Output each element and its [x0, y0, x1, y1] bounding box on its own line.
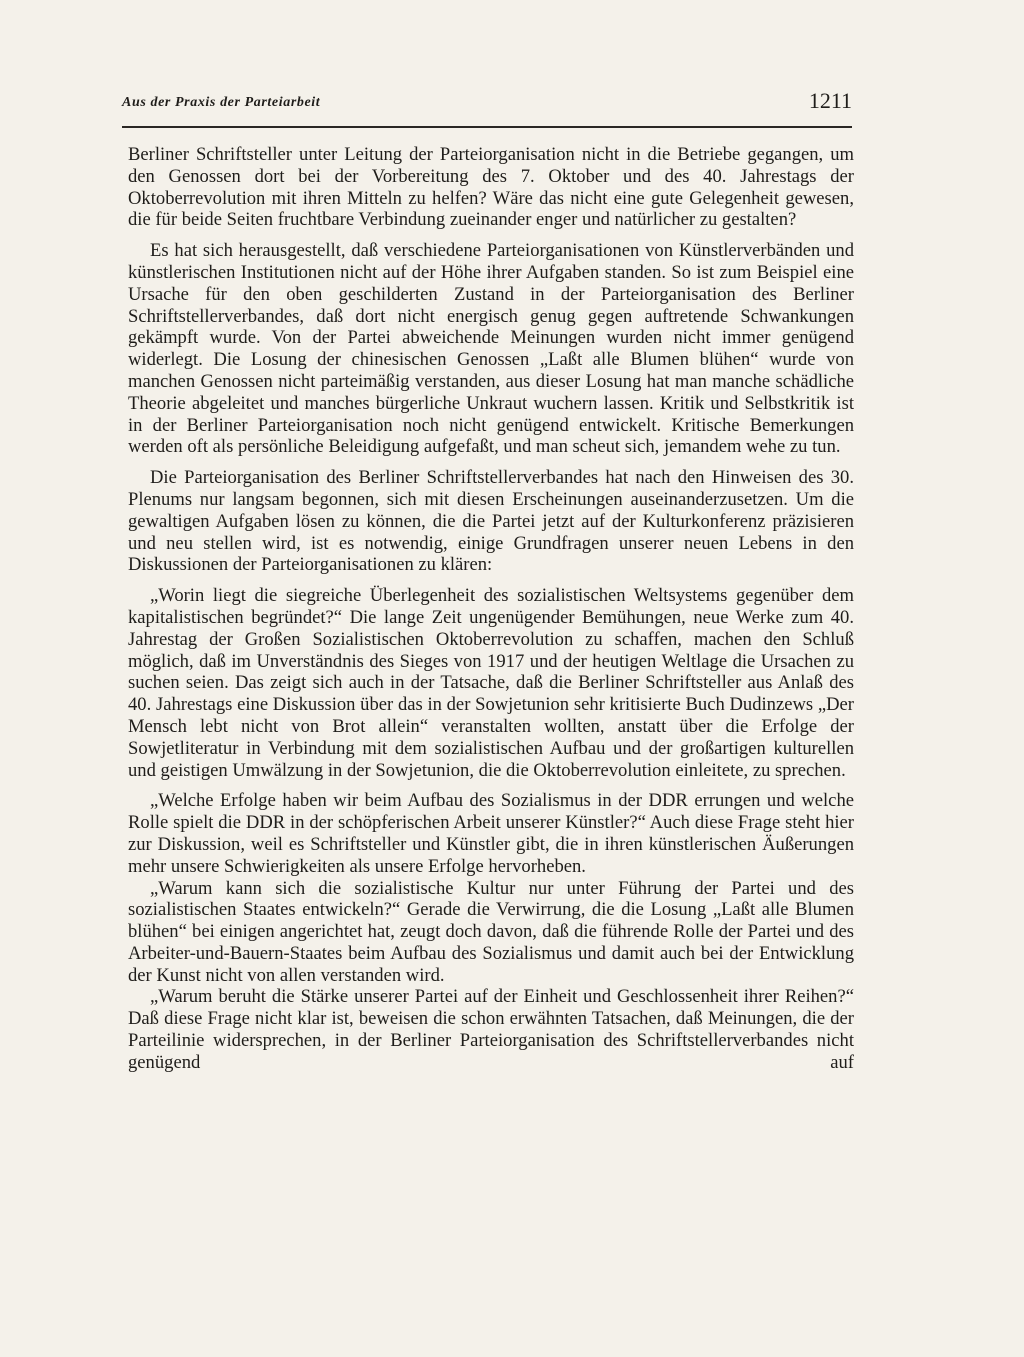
- paragraph-3: Die Parteiorganisation des Berliner Schriftstellerverbandes hat nach den Hinweisen des 30. Plenums nur langsam begonnen, sich mit diesen Erscheinungen auseinanderzusetzen. Um die gewaltigen Aufgaben lösen zu können, die die Partei jetzt auf der Kulturkonferenz präzisieren und neu stellen wird, ist es notwendig, einige Grundfragen unserer neuen Lebens in den Diskussionen der Parteiorganisationen zu klären:: [128, 467, 854, 576]
- page-header: [122, 88, 852, 128]
- page-number: 1211: [808, 88, 852, 113]
- paragraph-4: „Worin liegt die siegreiche Überlegenheit des sozialistischen Weltsystems gegenüber dem kapitalistischen begründet?“ Die lange Zeit ungenügender Bemühungen, neue Werke zum 40. Jahrestag der Großen Sozialistischen Oktoberrevolution zu schaffen, machen den Schluß möglich, daß im Unverständnis des Sieges von 1917 und der heutigen Weltlage die Ursachen zu suchen seien. Das zeigt sich auch in der Tatsache, daß die Berliner Schriftsteller aus Anlaß des 40. Jahrestags eine Diskussion über das in der Sowjetunion sehr kritisierte Buch Dudinzews „Der Mensch lebt nicht von Brot allein“ veranstalten wollten, anstatt über die Erfolge der Sowjetliteratur in Verbindung mit dem sozialistischen Aufbau und der großartigen kulturellen und geistigen Umwälzung in der Sowjetunion, die die Oktoberrevolution einleitete, zu sprechen.: [128, 585, 854, 781]
- body-text: [128, 144, 854, 1074]
- paragraph-7: „Warum beruht die Stärke unserer Partei auf der Einheit und Geschlossenheit ihrer Reihen?“ Daß diese Frage nicht klar ist, beweisen die schon erwähnten Tatsachen, daß Meinungen, die der Parteilinie widersprechen, in der Berliner Parteiorganisation des Schriftstellerverbandes nicht genügend auf: [128, 986, 854, 1073]
- paragraph-1: Berliner Schriftsteller unter Leitung der Parteiorganisation nicht in die Betriebe gegangen, um den Genossen dort bei der Vorbereitung des 7. Oktober und des 40. Jahrestags der Oktoberrevolution mit ihren Mitteln zu helfen? Wäre das nicht eine gute Gelegenheit gewesen, die für beide Seiten fruchtbare Verbindung zueinander enger und natürlicher zu gestalten?: [128, 144, 854, 231]
- paragraph-5: „Welche Erfolge haben wir beim Aufbau des Sozialismus in der DDR errungen und welche Rolle spielt die DDR in der schöpferischen Arbeit unserer Künstler?“ Auch diese Frage steht hier zur Diskussion, weil es Schriftsteller und Künstler gibt, die in ihren künstlerischen Äußerungen mehr unsere Schwierigkeiten als unsere Erfolge hervorheben.: [128, 790, 854, 877]
- paragraph-6: „Warum kann sich die sozialistische Kultur nur unter Führung der Partei und des sozialistischen Staates entwickeln?“ Gerade die Verwirrung, die die Losung „Laßt alle Blumen blühen“ bei einigen angerichtet hat, zeugt doch davon, daß die führende Rolle der Partei und des Arbeiter-und-Bauern-Staates beim Aufbau des Sozialismus und damit auch bei der Entwicklung der Kunst nicht von allen verstanden wird.: [128, 877, 854, 986]
- running-head: Aus der Praxis der Parteiarbeit: [122, 95, 321, 110]
- paragraph-2: Es hat sich herausgestellt, daß verschiedene Parteiorganisationen von Künstlerverbänden und künstlerischen Institutionen nicht auf der Höhe ihrer Aufgaben standen. So ist zum Beispiel eine Ursache für den oben geschilderten Zustand in der Parteiorganisation des Berliner Schriftstellerverbandes, daß dort nicht energisch genug gegen auftretende Schwankungen gekämpft wurde. Von der Partei abweichende Meinungen wurden nicht immer genügend widerlegt. Die Losung der chinesischen Genossen „Laßt alle Blumen blühen“ wurde von manchen Genossen nicht parteimäßig verstanden, aus dieser Losung hat man manche schädliche Theorie abgeleitet und manches bürgerliche Unkraut wuchern lassen. Kritik und Selbstkritik ist in der Berliner Parteiorganisation noch nicht genügend entwickelt. Kritische Bemerkungen werden oft als persönliche Beleidigung aufgefaßt, und man scheut sich, jemandem wehe zu tun.: [128, 240, 854, 458]
